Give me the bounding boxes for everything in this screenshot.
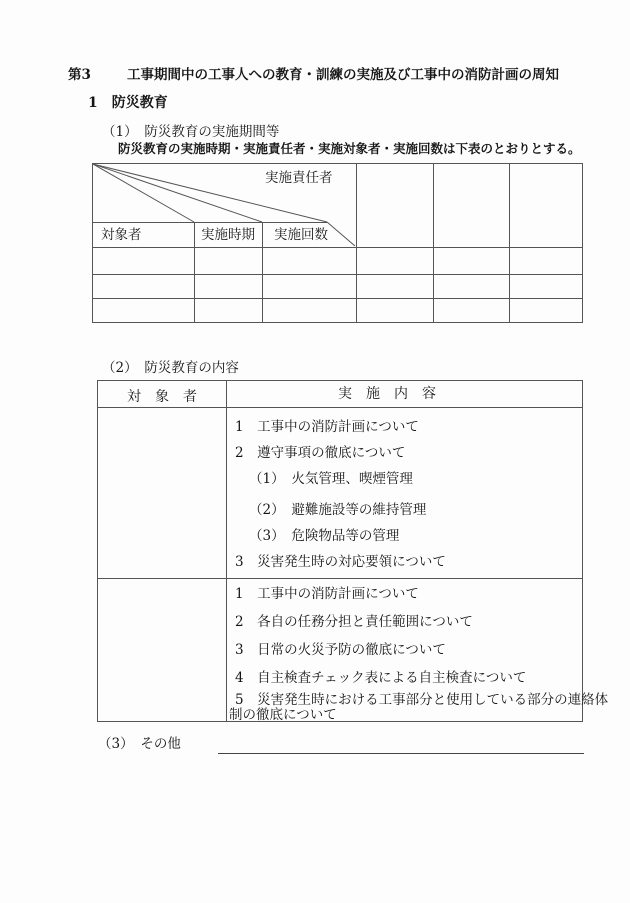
table1-col-target: 対象者 bbox=[101, 227, 142, 243]
page-title: 工事期間中の工事人への教育・訓練の実施及び工事中の消防計画の周知 bbox=[127, 67, 559, 83]
grid-line bbox=[356, 164, 357, 322]
other-blank-line bbox=[218, 753, 584, 754]
row1-item-2-1: （1） 火気管理、喫煙管理 bbox=[249, 471, 413, 487]
heading-bousai-kyoiku: 1 防災教育 bbox=[88, 95, 168, 111]
subheading-3: （3） その他 bbox=[98, 736, 181, 752]
table2-header-target: 対 象 者 bbox=[127, 389, 197, 405]
row2-item-2: 2 各自の任務分担と責任範囲について bbox=[235, 614, 473, 630]
grid-line bbox=[433, 164, 434, 322]
row1-item-2-3: （3） 危険物品等の管理 bbox=[249, 528, 400, 544]
grid-line bbox=[98, 578, 582, 579]
row2-item-5-line1: 5 災害発生時における工事部分と使用している部分の連絡体 bbox=[235, 692, 609, 708]
row1-item-3: 3 災害発生時の対応要領について bbox=[235, 554, 446, 570]
grid-line bbox=[93, 222, 327, 223]
subheading-1-note: 防災教育の実施時期・実施責任者・実施対象者・実施回数は下表のとおりとする。 bbox=[118, 141, 581, 156]
table1-corner-label: 実施責任者 bbox=[265, 170, 333, 186]
content-table bbox=[97, 380, 609, 723]
grid-line bbox=[98, 407, 582, 408]
row2-item-3: 3 日常の火災予防の徹底について bbox=[235, 642, 446, 658]
table2-header-content: 実 施 内 容 bbox=[338, 386, 436, 402]
grid-line bbox=[194, 222, 195, 322]
table1-col-count: 実施回数 bbox=[274, 227, 328, 243]
row2-item-1: 1 工事中の消防計画について bbox=[235, 586, 419, 602]
subheading-1: （1） 防災教育の実施期間等 bbox=[102, 124, 280, 140]
grid-line bbox=[226, 381, 227, 721]
subheading-2: （2） 防災教育の内容 bbox=[102, 360, 239, 376]
grid-line bbox=[262, 222, 263, 322]
row2-item-4: 4 自主検査チェック表による自主検査について bbox=[235, 670, 527, 686]
table1-col-period: 実施時期 bbox=[201, 227, 255, 243]
row1-item-1: 1 工事中の消防計画について bbox=[235, 419, 419, 435]
row1-item-2-2: （2） 避難施設等の維持管理 bbox=[249, 502, 427, 518]
row2-item-5-line2: 制の徹底について bbox=[229, 707, 337, 723]
schedule-table bbox=[92, 163, 583, 323]
row1-item-2: 2 遵守事項の徹底について bbox=[235, 445, 406, 461]
grid-line bbox=[509, 164, 510, 322]
section-number: 第3 bbox=[68, 67, 91, 83]
